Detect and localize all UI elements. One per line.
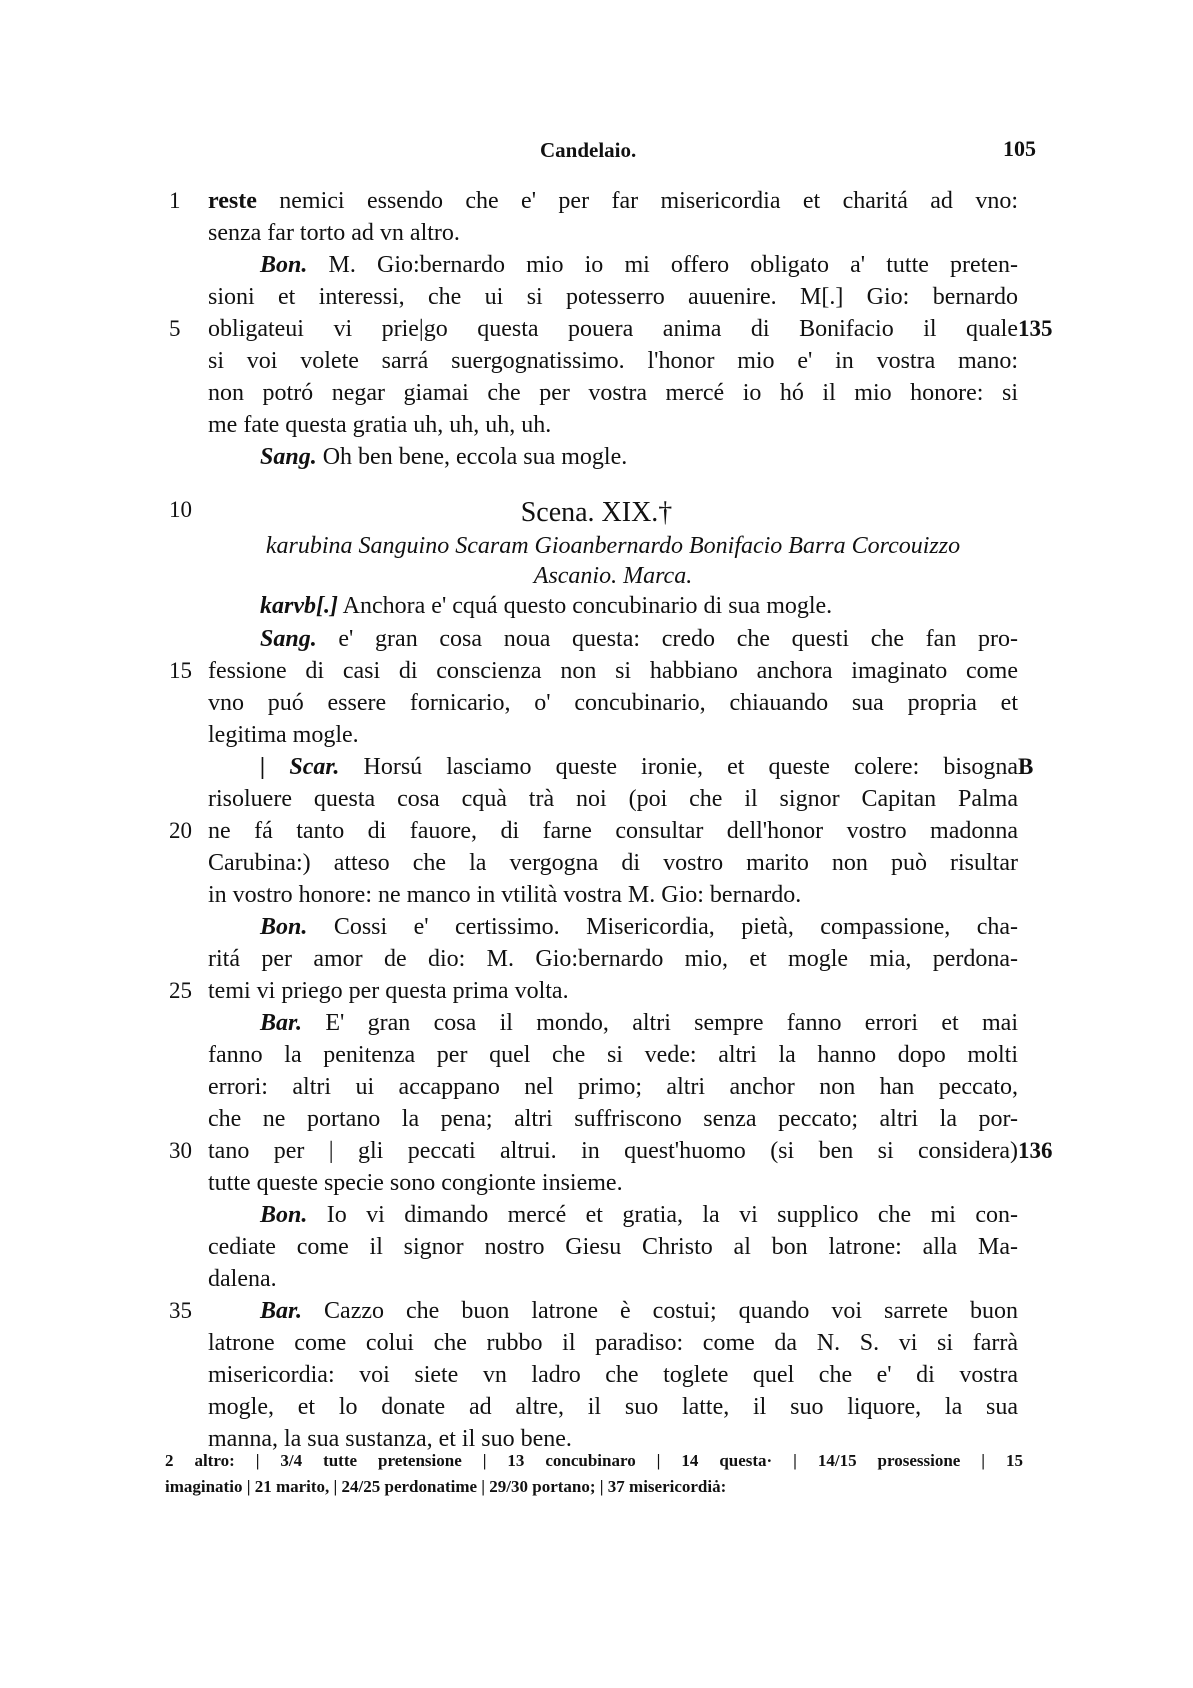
speaker-label: | Scar. <box>260 754 340 780</box>
line-number: 15 <box>169 658 192 683</box>
before-text-line <box>208 281 1018 313</box>
line-text: E' gran cosa il mondo, altri sempre fanno errori et mai <box>325 1010 1019 1036</box>
speaker-label: Bar. <box>260 1010 303 1036</box>
after-text-line <box>260 911 1018 943</box>
speaker-label: karvb[.] <box>260 593 338 619</box>
after-text-line <box>208 719 1018 751</box>
line-text: Horsú lasciamo queste ironie, et queste colere: bisogna <box>363 754 1018 780</box>
line-text: M. Gio:bernardo mio io mi offero obligato a' tutte preten- <box>328 252 1018 278</box>
line-number: 5 <box>169 316 181 341</box>
line-text: vno puó essere fornicario, o' concubinario, chiauando sua propria et <box>208 690 1018 716</box>
after-text-line <box>208 1071 1018 1103</box>
after-text-line <box>208 815 1018 847</box>
line-text: ne fá tanto di fauore, di farne consultar dell'honor vostro madonna <box>208 818 1018 844</box>
line-text: sioni et interessi, che ui si potesserro auuenire. M[.] Gio: bernardo <box>208 284 1018 310</box>
line-text: Cossi e' certissimo. Misericordia, pietà, compassione, cha- <box>333 914 1019 940</box>
after-text-line <box>260 751 1018 783</box>
before-text-line <box>208 345 1018 377</box>
after-text-line <box>260 1295 1018 1327</box>
line-text: si voi volete sarrá suergognatissimo. l'honor mio e' in vostra mano: <box>208 348 1018 374</box>
after-text-line <box>208 1391 1018 1423</box>
running-header-title: Candelaio. <box>540 138 637 162</box>
line-text: manna, la sua sustanza, et il suo bene. <box>208 1426 572 1452</box>
line-text: me fate questa gratia uh, uh, uh, uh. <box>208 412 552 438</box>
speaker-label: Bon. <box>260 914 308 940</box>
before-text-line <box>260 441 1018 473</box>
line-text: e' gran cosa noua questa: credo che questi che fan pro- <box>338 626 1018 652</box>
footnote-line-2: imaginatio | 21 marito, | 24/25 perdonatime | 29/30 portano; | 37 misericordiȧ: <box>165 1477 727 1496</box>
line-text: misericordia: voi siete vn ladro che toglete quel che e' di vostra <box>208 1362 1018 1388</box>
page-number: 105 <box>1003 136 1036 161</box>
line-text: senza far torto ad vn altro. <box>208 220 460 246</box>
after-text-line <box>260 1199 1018 1231</box>
line-text: dalena. <box>208 1266 277 1292</box>
line-text: fessione di casi di conscienza non si habbiano anchora imaginato come <box>208 658 1018 684</box>
after-text-line <box>208 1135 1018 1167</box>
after-text-line <box>208 783 1018 815</box>
after-text-line <box>208 1039 1018 1071</box>
line-number: 30 <box>169 1138 192 1163</box>
before-text-line <box>208 409 1018 441</box>
before-text-line <box>260 249 1018 281</box>
after-text-line <box>208 1167 1018 1199</box>
after-text-line <box>208 1263 1018 1295</box>
speaker-label: Bon. <box>260 252 308 278</box>
line-text: Anchora e' cquá questo concubinario di sua mogle. <box>342 593 833 619</box>
after-text-line <box>208 1359 1018 1391</box>
line-text: che ne portano la pena; altri suffriscono senza peccato; altri la por- <box>208 1106 1018 1132</box>
line-text: cediate come il signor nostro Giesu Christo al bon latrone: alla Ma- <box>208 1234 1018 1260</box>
after-text-line <box>260 1007 1018 1039</box>
after-text-line <box>208 879 1018 911</box>
footnote-line-1: 2 altro: | 3/4 tutte pretensione | 13 concubinaro | 14 questa· | 14/15 prosessione | 15 <box>165 1451 1023 1470</box>
after-text-line <box>208 1231 1018 1263</box>
scene-heading: Scena. XIX.† <box>520 497 673 528</box>
line-text: Oh ben bene, eccola sua mogle. <box>322 444 628 470</box>
line-text: errori: altri ui accappano nel primo; altri anchor non han peccato, <box>208 1074 1018 1100</box>
line-text: in vostro honore: ne manco in vtilità vostra M. Gio: bernardo. <box>208 882 802 908</box>
before-text-line <box>208 217 1018 249</box>
after-text-line <box>208 655 1018 687</box>
line-text: reste nemici essendo che e' per far misericordia et charitá ad vno: <box>208 188 1018 214</box>
line-text: non potró negar giamai che per vostra mercé io hó il mio honore: si <box>208 380 1018 406</box>
after-text-line <box>208 943 1018 975</box>
after-text-line <box>208 975 1018 1007</box>
before-text-line <box>208 313 1018 345</box>
line-number: 1 <box>169 188 181 213</box>
margin-mark: 136 <box>1018 1138 1053 1163</box>
line-text: Carubina:) atteso che la vergogna di vostro marito non può risultar <box>208 850 1018 876</box>
after-text-line <box>208 847 1018 879</box>
scene-cast-line-1: karubina Sanguino Scaram Gioanbernardo Bonifacio Barra Corcouizzo <box>265 533 961 559</box>
line-text: tano per | gli peccati altrui. in quest'huomo (si ben si considera) <box>208 1138 1018 1164</box>
line-number: 25 <box>169 978 192 1003</box>
speaker-label: Sang. <box>260 444 317 470</box>
scene-cast-line-2: Ascanio. Marca. <box>533 563 693 589</box>
after-text-line <box>208 1103 1018 1135</box>
line-text: fanno la penitenza per quel che si vede: altri la hanno dopo molti <box>208 1042 1018 1068</box>
line-number: 10 <box>169 497 192 522</box>
line-text: legitima mogle. <box>208 722 359 748</box>
line-text: mogle, et lo donate ad altre, il suo latte, il suo liquore, la sua <box>208 1394 1018 1420</box>
line-text: risoluere questa cosa cquà trà noi (poi che il signor Capitan Palma <box>208 786 1018 812</box>
line-text: ritá per amor de dio: M. Gio:bernardo mio, et mogle mia, perdona- <box>208 946 1018 972</box>
speaker-label: Sang. <box>260 626 317 652</box>
line-number: 35 <box>169 1298 192 1323</box>
line-text: latrone come colui che rubbo il paradiso: come da N. S. vi si farrà <box>208 1330 1018 1356</box>
speaker-label: Bar. <box>260 1298 303 1324</box>
line-number: 20 <box>169 818 192 843</box>
after-text-line <box>260 590 1018 622</box>
line-text: Io vi dimando mercé et gratia, la vi supplico che mi con- <box>326 1202 1018 1228</box>
after-text-line <box>208 1327 1018 1359</box>
after-text-line <box>260 623 1018 655</box>
margin-mark: 135 <box>1018 316 1053 341</box>
footnotes <box>165 1448 1023 1500</box>
before-text-line <box>208 185 1018 217</box>
line-text: Cazzo che buon latrone è costui; quando voi sarrete buon <box>324 1298 1018 1324</box>
line-text: tutte queste specie sono congionte insieme. <box>208 1170 623 1196</box>
speaker-label: Bon. <box>260 1202 308 1228</box>
margin-mark: B <box>1018 754 1034 779</box>
line-text: obligateui vi prie|go questa pouera anima di Bonifacio il quale <box>208 316 1018 342</box>
after-text-line <box>208 687 1018 719</box>
before-text-line <box>208 377 1018 409</box>
line-text: temi vi priego per questa prima volta. <box>208 978 569 1004</box>
